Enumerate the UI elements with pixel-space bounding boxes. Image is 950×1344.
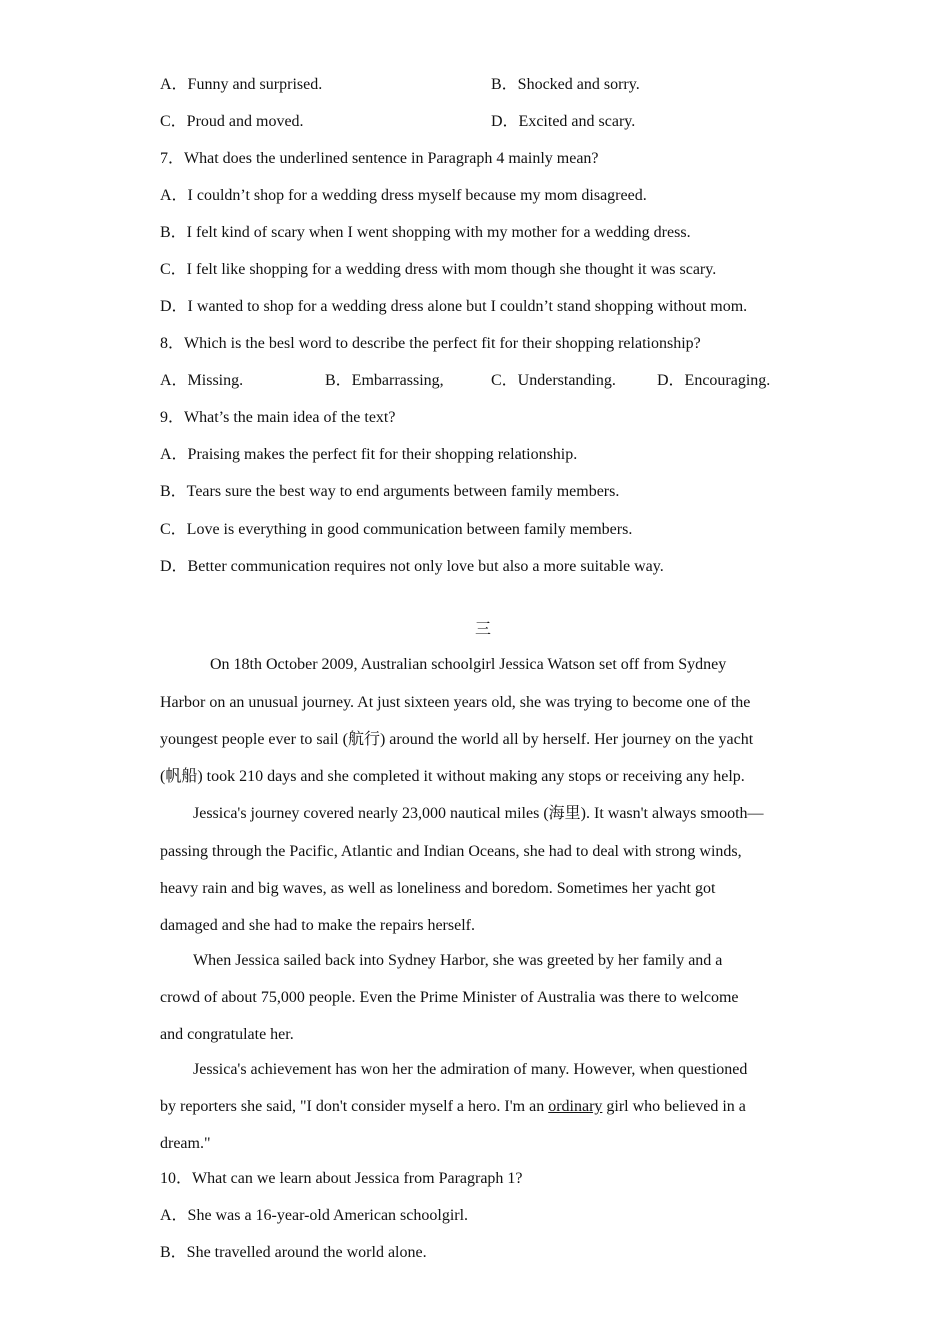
passage-p1-line1: On 18th October 2009, Australian schoolgirl Jessica Watson set off from Sydney: [210, 656, 727, 673]
q6-option-d: D．Excited and scary.: [491, 113, 636, 130]
q7-option-b: B．I felt kind of scary when I went shopping with my mother for a wedding dress.: [160, 224, 691, 241]
passage-p3-line1: When Jessica sailed back into Sydney Harbor, she was greeted by her family and a: [193, 952, 723, 969]
q9-option-b: B．Tears sure the best way to end arguments between family members.: [160, 483, 620, 500]
q6-option-c: C．Proud and moved.: [160, 113, 304, 130]
q6-option-b: B．Shocked and sorry.: [491, 76, 640, 93]
q8-option-a: A．Missing.: [160, 372, 244, 389]
passage-p2-line1: Jessica's journey covered nearly 23,000 nautical miles (海里). It wasn't always smooth—: [193, 805, 764, 822]
q9-option-a: A．Praising makes the perfect fit for their shopping relationship.: [160, 446, 578, 463]
passage-p1-line4: (帆船) took 210 days and she completed it without making any stops or receiving any help.: [160, 768, 745, 785]
section-heading: 三: [474, 621, 491, 638]
q9-option-d: D．Better communication requires not only love but also a more suitable way.: [160, 558, 664, 575]
passage-p4-line1: Jessica's achievement has won her the admiration of many. However, when questioned: [193, 1061, 748, 1078]
underlined-word: ordinary: [548, 1098, 603, 1115]
q7-option-c: C．I felt like shopping for a wedding dress with mom though she thought it was scary.: [160, 261, 717, 278]
q10-stem: 10．What can we learn about Jessica from Paragraph 1?: [160, 1170, 523, 1187]
passage-p1-line2: Harbor on an unusual journey. At just sixteen years old, she was trying to become one of the: [160, 694, 751, 711]
q8-option-c: C．Understanding.: [491, 372, 616, 389]
q10-option-b: B．She travelled around the world alone.: [160, 1244, 427, 1261]
passage-p4-line2: [160, 1097, 746, 1117]
passage-p4-line3: dream.": [160, 1135, 211, 1152]
passage-p2-line4: damaged and she had to make the repairs herself.: [160, 917, 475, 934]
passage-p3-line3: and congratulate her.: [160, 1026, 294, 1043]
q8-stem: 8．Which is the besl word to describe the perfect fit for their shopping relationship?: [160, 335, 701, 352]
q10-option-a: A．She was a 16-year-old American schoolgirl.: [160, 1207, 469, 1224]
passage-p3-line2: crowd of about 75,000 people. Even the Prime Minister of Australia was there to welcome: [160, 989, 739, 1006]
q6-option-a: A．Funny and surprised.: [160, 76, 323, 93]
q7-stem: 7．What does the underlined sentence in Paragraph 4 mainly mean?: [160, 150, 599, 167]
passage-p2-line2: passing through the Pacific, Atlantic and Indian Oceans, she had to deal with strong winds,: [160, 843, 742, 860]
passage-p1-line3: youngest people ever to sail (航行) around the world all by herself. Her journey on the yacht: [160, 731, 754, 748]
q7-option-d: D．I wanted to shop for a wedding dress alone but I couldn’t stand shopping without mom.: [160, 298, 748, 315]
passage-p4-line2-end: girl who believed in a: [602, 1098, 746, 1115]
q9-option-c: C．Love is everything in good communication between family members.: [160, 521, 633, 538]
q8-option-b: B．Embarrassing,: [325, 372, 444, 389]
q7-option-a: A．I couldn’t shop for a wedding dress myself because my mom disagreed.: [160, 187, 647, 204]
passage-p4-line2-start: by reporters she said, "I don't consider myself a hero. I'm an: [160, 1098, 549, 1115]
q9-stem: 9．What’s the main idea of the text?: [160, 409, 396, 426]
passage-p2-line3: heavy rain and big waves, as well as loneliness and boredom. Sometimes her yacht got: [160, 880, 716, 897]
q8-option-d: D．Encouraging.: [657, 372, 771, 389]
